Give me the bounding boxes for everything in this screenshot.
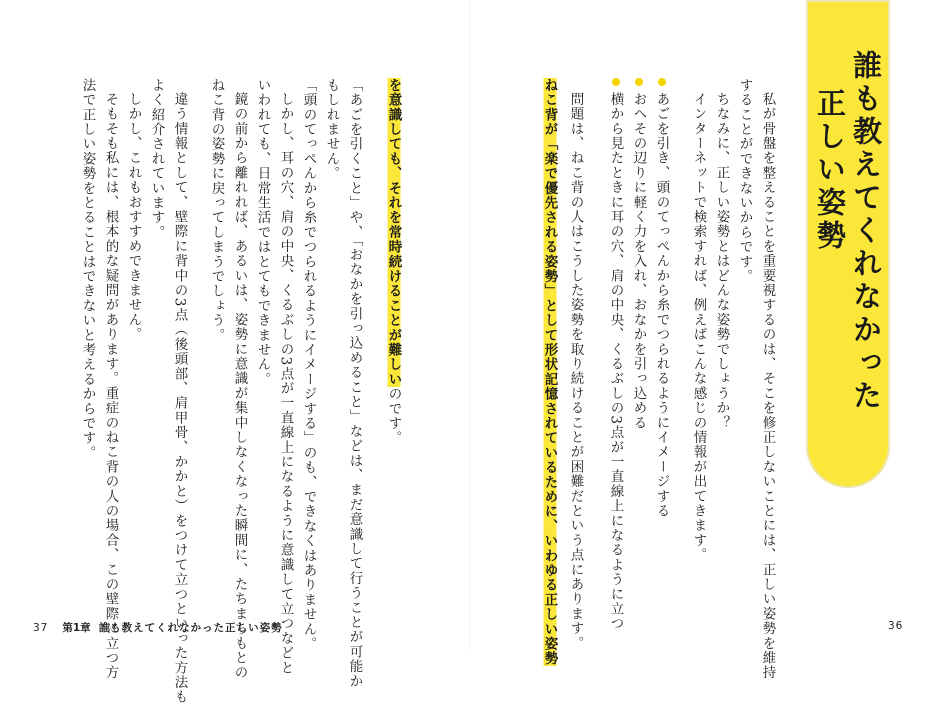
body-paragraph: 「あごを引くこと」や、「おなかを引っ込めること」などは、まだ意識して行うことが可能か <box>346 78 363 689</box>
body-paragraph: しかし、耳の穴、肩の中央、くるぶしの3点が一直線上になるように意識して立つなどと <box>277 92 294 676</box>
body-paragraph: そもそも私には、根本的な疑問があります。重症のねこ背の人の場合、この壁際に立つ方 <box>102 92 119 680</box>
body-paragraph: インターネットで検索すれば、例えばこんな感じの情報が出てきます。 <box>690 92 707 563</box>
chapter-title-line2: 正しい姿勢 <box>813 88 847 253</box>
body-paragraph: 私が骨盤を整えることを重要視するのは、そこを修正しないことには、正しい姿勢を維持 <box>759 92 776 680</box>
body-paragraph: 法で正しい姿勢をとることはできないと考えるからです。 <box>79 78 96 461</box>
chapter-title-line1: 誰も教えてくれなかった <box>849 50 883 413</box>
body-text: のです。 <box>385 386 402 446</box>
highlighted-sentence <box>541 78 558 666</box>
running-title: 誰も教えてくれなかった正しい姿勢 <box>98 622 283 634</box>
bullet-text: 横から見たときに耳の穴、肩の中央、くるぶしの3点が一直線上になるように立つ <box>607 92 624 631</box>
bullet-text: あごを引き、頭のてっぺんから糸でつられるようにイメージする <box>653 92 670 519</box>
bullet-text: おへその辺りに軽く力を入れ、おなかを引っ込める <box>630 92 647 431</box>
highlight-text: ねこ背が「楽で優先される姿勢」として形状記憶されているために、いわゆる正しい姿勢 <box>541 78 558 666</box>
highlighted-sentence <box>386 78 400 558</box>
page-gutter <box>469 0 471 649</box>
body-paragraph: 「頭のてっぺんから糸でつられるようにイメージする」のも、できなくはありません。 <box>300 78 317 652</box>
page-number: 36 <box>888 620 904 632</box>
body-paragraph: いわれても、日常生活ではとてもできません。 <box>254 78 271 387</box>
bullet-item <box>654 78 668 558</box>
body-paragraph: しかし、これもおすすめできません。 <box>125 92 142 342</box>
body-paragraph: ちなみに、正しい姿勢とはどんな姿勢でしょうか？ <box>713 92 730 431</box>
highlight-text: を意識しても、それを常時続けることが難しい <box>385 78 402 387</box>
bullet-dot-icon <box>612 78 620 86</box>
body-paragraph: もしれません。 <box>323 78 340 181</box>
body-paragraph: することができないからです。 <box>736 78 753 284</box>
body-paragraph: 違う情報として、壁際に背中の3点（後頭部、肩甲骨、かかと）をつけて立つといった方法も <box>171 92 188 705</box>
bullet-item <box>607 78 624 631</box>
body-paragraph: よく紹介されています。 <box>148 78 165 240</box>
bullet-dot-icon <box>658 78 666 86</box>
left-page-footer <box>33 620 283 635</box>
body-paragraph: 鏡の前から離れれば、あるいは、姿勢に意識が集中しなくなった瞬間に、たちまちもとの <box>231 92 248 680</box>
page-number: 37 <box>33 622 49 634</box>
chapter-label: 第1章 <box>62 622 91 634</box>
body-paragraph: 問題は、ねこ背の人はこうした姿勢を取り続けることが困難だという点にあります。 <box>567 92 584 651</box>
body-paragraph: ねこ背の姿勢に戻ってしまうでしょう。 <box>208 78 225 343</box>
bullet-dot-icon <box>635 78 643 86</box>
bullet-item <box>631 78 645 558</box>
